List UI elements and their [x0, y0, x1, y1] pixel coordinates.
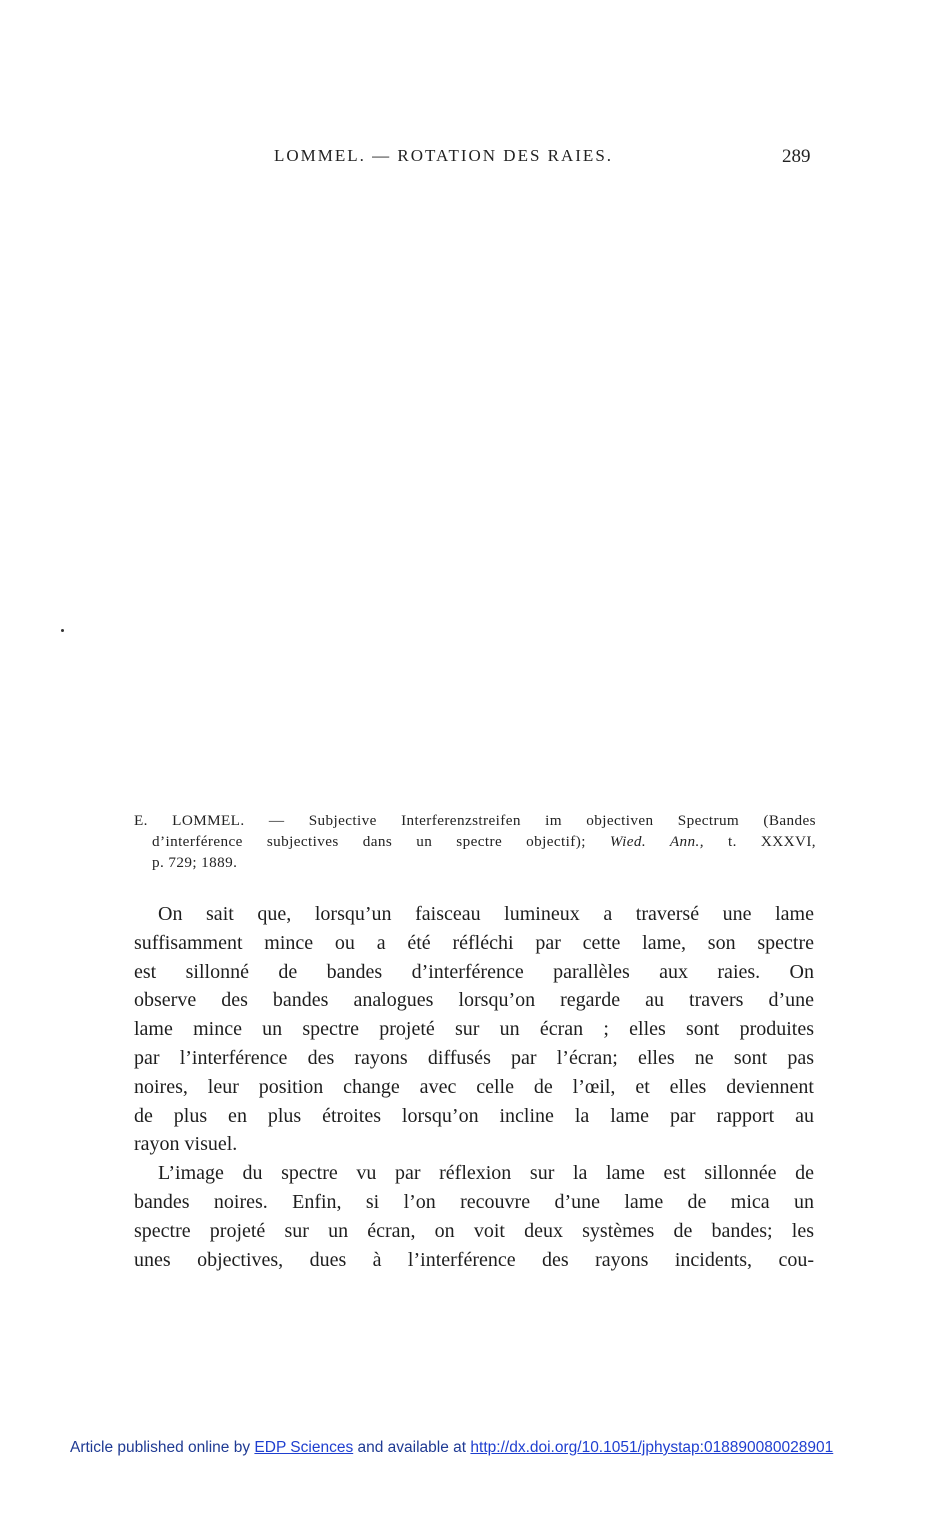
text-line: est sillonné de bandes d’interférence parallèles aux raies. On [134, 960, 814, 983]
running-title: LOMMEL. — ROTATION DES RAIES. [274, 146, 614, 165]
text-line: On sait que, lorsqu’un faisceau lumineux a traversé une lame [158, 903, 814, 925]
text-line: par l’interférence des rayons diffusés par l’écran; elles ne sont pas [134, 1046, 814, 1069]
text-line: observe des bandes analogues lorsqu’on regarde au travers d’une [134, 989, 814, 1012]
text-line: suffisamment mince ou a été réfléchi par cette lame, son spectre [134, 931, 814, 954]
citation-line-2-post: t. XXXVI, [727, 833, 816, 850]
citation-line-2-pre: d’interférence subjectives dans un spectre objectif); [152, 833, 586, 850]
text-line: noires, leur position change avec celle de l’œil, et elles deviennent [134, 1075, 814, 1098]
publication-footer [70, 1439, 833, 1457]
publisher-link[interactable]: EDP Sciences [254, 1439, 354, 1456]
citation-line-3: p. 729; 1889. [152, 854, 238, 871]
citation [134, 810, 816, 873]
text-line: unes objectives, dues à l’interférence des rayons incidents, cou- [134, 1248, 814, 1271]
citation-journal: Wied. Ann., [609, 833, 704, 850]
text-line: L’image du spectre vu par réflexion sur la lame est sillonnée de [158, 1162, 814, 1185]
stray-dot [61, 629, 64, 632]
footer-prefix: Article published online by [70, 1439, 251, 1456]
citation-line-2 [134, 831, 816, 852]
footer-middle: and available at [357, 1439, 467, 1456]
text-line: de plus en plus étroites lorsqu’on incline la lame par rapport au [134, 1104, 814, 1127]
text-line: rayon visuel. [134, 1133, 238, 1156]
doi-link[interactable]: http://dx.doi.org/10.1051/jphystap:018890080028901 [470, 1439, 834, 1456]
body-text [134, 900, 814, 1274]
page-number: 289 [782, 146, 811, 167]
paragraph-1 [134, 900, 814, 1159]
citation-line-1: E. LOMMEL. — Subjective Interferenzstreifen im objectiven Spectrum (Bandes [134, 812, 816, 829]
text-line: lame mince un spectre projeté sur un écran ; elles sont produites [134, 1018, 814, 1041]
text-line: bandes noires. Enfin, si l’on recouvre d’une lame de mica un [134, 1190, 814, 1213]
text-line: spectre projeté sur un écran, on voit deux systèmes de bandes; les [134, 1219, 814, 1242]
paragraph-2 [134, 1159, 814, 1274]
